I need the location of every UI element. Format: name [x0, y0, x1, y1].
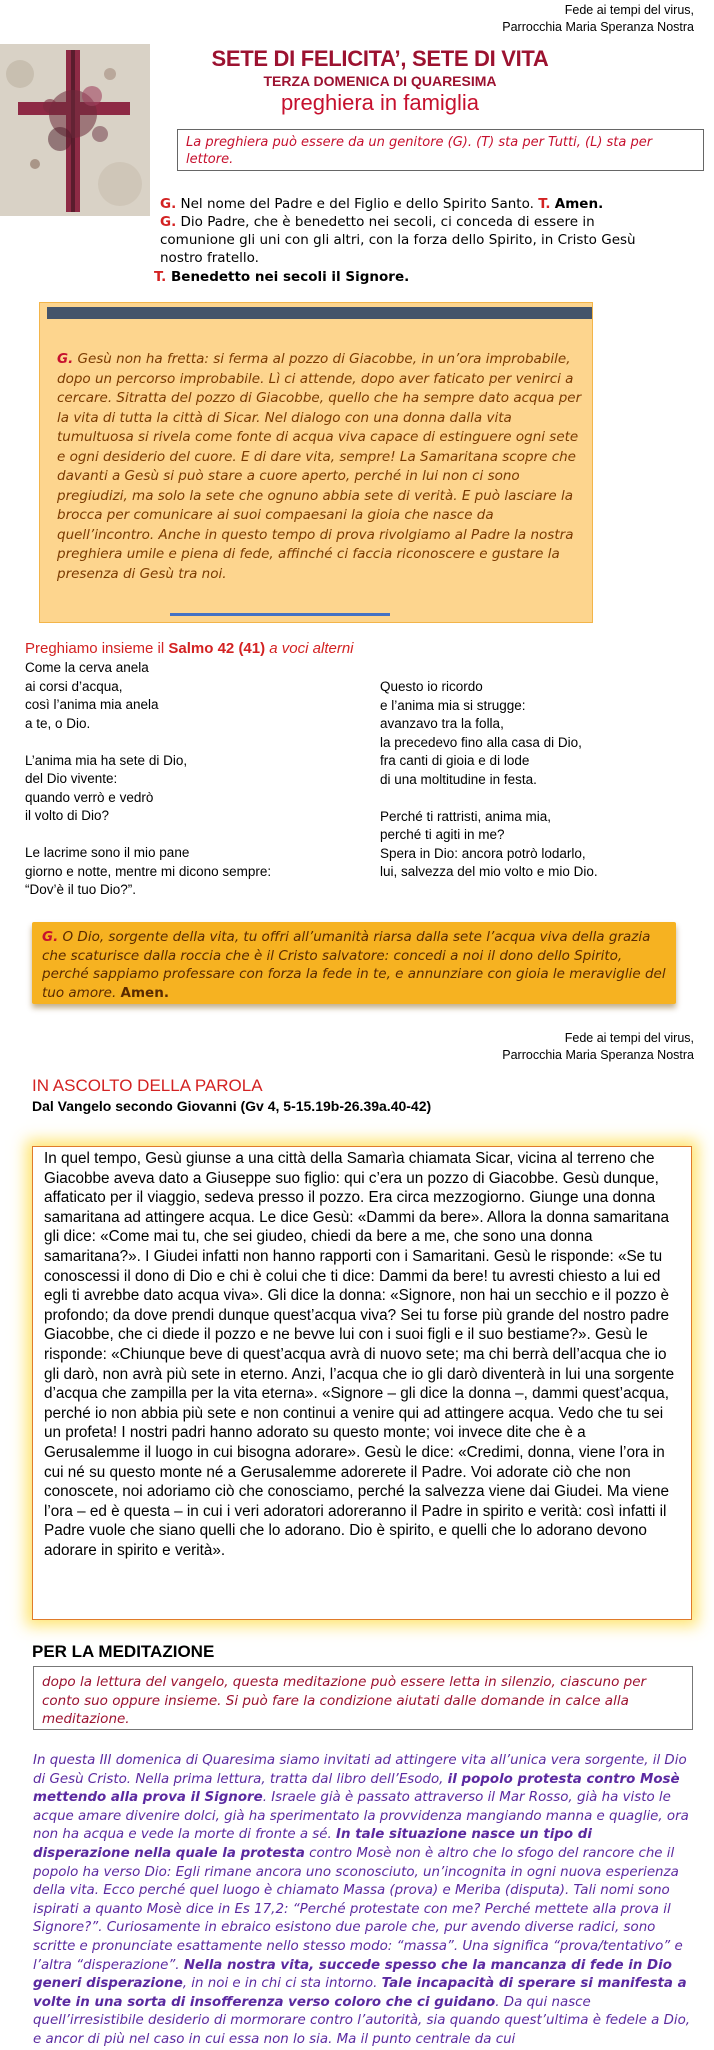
reflection-underline: [170, 613, 390, 616]
gospel-text: In quel tempo, Gesù giunse a una città della Samarìa chiamata Sicar, vicina al terreno che Giacobbe aveva dato a Giuseppe suo figlio: qui c’era un pozzo di Giacobbe. Gesù dunque, affaticato per il viaggio, sedeva presso il pozzo. Era circa mezzogiorno. Giunge una donna samaritana ad attingere acqua. Le dice Gesù: «Dammi da bere». Allora la donna samaritana gli dice: «Come mai tu, che sei giudeo, chiedi da bere a me, che sono una donna samaritana?». I Giudei infatti non hanno rapporti con i Samaritani. Gesù le risponde: «Se tu conoscessi il dono di Dio e chi è colui che ti dice: Dammi da bere! tu avresti chiesto a lui ed egli ti avrebbe dato acqua viva». Gli dice la donna: «Signore, non hai un secchio e il pozzo è profondo; da dove prendi dunque quest’acqua viva? Sei tu forse più grande del nostro padre Giacobbe, che ci diede il pozzo e ne bevve lui con i suoi figli e il suo bestiame?». Gesù le risponde: «Chiunque beve di quest’acqua avrà di nuovo sete; ma chi berrà dell’acqua che io gli darò, non avrà più sete in eterno. Anzi, l’acqua che io gli darò diventerà in lui una sorgente d’acqua che zampilla per la vita eterna». «Signore – gli dice la donna –, dammi quest’acqua, perché io non abbia più sete e non continui a venire qui ad attingere acqua. Vedo che tu sei un profeta! I nostri padri hanno adorato su questo monte; voi invece dite che è a Gerusalemme il luogo in cui bisogna adorare». Gesù le dice: «Credimi, donna, viene l’ora in cui né su questo monte né a Gerusalemme adorerete il Padre. Voi adorate ciò che non conoscete, noi adoriamo ciò che conosciamo, perché la salvezza viene dai Giudei. Ma viene l’ora – ed è questa – in cui i veri adoratori adoreranno il Padre in spirito e verità: così infatti il Padre vuole che siano quelli che lo adorano. Dio è spirito, e quelli che lo adorano devono adorare in spirito e verità».: [44, 1150, 675, 1559]
psalm-left-column: Come la cerva anela ai corsi d’acqua, così l’anima mia anela a te, o Dio. L’anima mia ha sete di Dio, del Dio vivente: quando verrò e vedrò il volto di Dio? Le lacrime sono il mio pane giorno e notte, mentre mi dicono sempre: “Dov’è il tuo Dio?”.: [25, 660, 272, 897]
opening-line-1: [160, 195, 670, 213]
meditation-p4: , in noi e in chi ci sta intorno.: [182, 1976, 382, 1992]
page-header-2: [502, 1030, 694, 1064]
speaker-tag: G.: [42, 929, 59, 945]
subtitle: TERZA DOMENICA DI QUARESIMA: [263, 73, 497, 89]
oration-body: O Dio, sorgente della vita, tu offri all’umanità riarsa dalla sete l’acqua viva della grazia che scaturisce dalla roccia che è il Cristo salvatore: concedi a noi il dono dello Spirito, perché sappiamo professare con forza la fede in te, e annunziare con gioia le meraviglie del tuo amore.: [42, 929, 666, 1001]
opening-line-2: [160, 213, 670, 267]
meditation-b1: il popolo protesta contro Mosè mettendo alla prova il Signore: [33, 1771, 680, 1806]
meditation-p1: In questa III domenica di Quaresima siamo invitati ad attingere vita all’unica vera sorgente, il Dio di Gesù Cristo. Nella prima lettura, tratta dal libro dell’Esodo,: [33, 1753, 687, 1787]
header-line-1: Fede ai tempi del virus,: [564, 3, 694, 17]
speaker-tag: G.: [160, 214, 177, 230]
header-line-2: Parrocchia Maria Speranza Nostra: [502, 20, 694, 34]
psalm-heading-a: Preghiamo insieme il: [25, 640, 169, 657]
amen-text: Amen.: [554, 196, 604, 212]
meditation-heading: PER LA MEDITAZIONE: [32, 1642, 215, 1661]
meditation-p3: contro Mosè non è altro che lo sfogo del rancore che il popolo ha verso Dio: Egli rimane ancora uno sconosciuto, un’incognita in ogni nuova esperienza della vita. Ecco perché quel luogo è chiamato Massa (prova) e Meriba (disputa). Tali nomi sono ispirati a quanto Mosè dice in Es 17,2: “Perché protestate con me? Perché mettete alla prova il Signore?”. Curiosamente in ebraico esistono due parole che, pur avendo diverse radici, sono scritte e pronunciate esattamente nello stesso modo: “massa”. Una significa “prova/tentativo” e l’altra “disperazione”.: [33, 1845, 683, 1973]
meditation-b2: In tale situazione nasce un tipo di disperazione nella quale la protesta: [33, 1827, 592, 1861]
reflection-header-bar: [47, 307, 592, 319]
amen-text: Amen.: [120, 984, 169, 1001]
opening-text: Nel nome del Padre e del Figlio e dello Spirito Santo.: [176, 196, 539, 212]
meditation-b4: Tale incapacità di sperare si manifesta a volte in una sorta di insofferenza verso coloro che ci guidano: [33, 1976, 687, 2010]
psalm-right-column: Questo io ricordo e l’anima mia si strugge: avanzavo tra la folla, la precedevo fino alla casa di Dio, fra canti di gioia e di lode di una moltitudine in festa. Perché ti rattristi, anima mia, perché ti agiti in me? Spera in Dio: ancora potrò lodarlo, lui, salvezza del mio volto e mio Dio.: [380, 679, 598, 879]
intro-note-box: La preghiera può essere da un genitore (G). (T) sta per Tutti, (L) sta per lettore.: [177, 129, 704, 171]
header-line-2: Parrocchia Maria Speranza Nostra: [502, 1048, 694, 1062]
cross-painting-image: [0, 44, 150, 216]
word-heading: IN ASCOLTO DELLA PAROLA: [32, 1076, 263, 1095]
reflection-body: Gesù non ha fretta: si ferma al pozzo di Giacobbe, in un’ora improbabile, dopo un percorso improbabile. Lì ci attende, dopo aver faticato per venirci a cercare. Sitratta del pozzo di Giacobbe, quello che ha sempre dato acqua per la vita di tutta la città di Sicar. Nel dialogo con una donna dalla vita tumultuosa si rivela come fonte di acqua viva capace di estinguere ogni sete e ogni desiderio del cuore. E di dare vita, sempre! La Samaritana scopre che davanti a Gesù si può stare a cuore aperto, perché in lui non ci sono pregiudizi, ma solo la sete che ognuno abbia sete di verità. E può lasciare la brocca per comunicare ai suoi compaesani la gioia che nasce da quell’incontro. Anche in questo tempo di prova rivolgiamo al Padre la nostra preghiera umile e piena di fede, affinché ci faccia riconoscere e gustare la presenza di Gesù tra noi.: [57, 351, 582, 582]
page-header: [502, 2, 694, 36]
meditation-p5: . Da qui nasce quell’irresistibile desiderio di mormorare contro l’autorità, sia quando quest’ultima è fedele a Dio, e ancor di più nel caso in cui essa non lo sia. Ma il punto centrale da cui: [33, 1994, 691, 2047]
opening-text: Dio Padre, che è benedetto nei secoli, ci conceda di essere in comunione gli uni con gli altri, con la forza dello Spirito, in Cristo Gesù nostro fratello.: [160, 214, 636, 266]
psalm-heading: [25, 640, 354, 657]
opening-text: Benedetto nei secoli il Signore.: [166, 269, 410, 285]
meditation-note-box: dopo la lettura del vangelo, questa meditazione può essere letta in silenzio, ciascuno per conto suo oppure insieme. Si può fare la condizione aiutati dalle domande in calce alla meditazione.: [33, 1666, 693, 1730]
opening-line-3: [154, 268, 664, 286]
psalm-heading-c: a voci alterni: [265, 640, 354, 657]
header-line-1: Fede ai tempi del virus,: [564, 1031, 694, 1045]
speaker-tag: T.: [538, 196, 551, 212]
reflection-text: [57, 350, 583, 584]
meditation-text: [33, 1752, 693, 2050]
oration-text: [42, 928, 670, 1002]
speaker-tag: G.: [160, 196, 177, 212]
meditation-b3: Nella nostra vita, succede spesso che la mancanza di fede in Dio generi disperazione: [33, 1957, 672, 1992]
speaker-tag: T.: [154, 269, 167, 285]
meditation-p2: . Israele già è passato attraverso il Mar Rosso, già ha visto le acque amare divenire dolci, già ha sperimentato la provvidenza mangiando manna e quaglie, ora non ha acqua e vede la morte di fronte a sé.: [33, 1790, 689, 1843]
prayer-title: preghiera in famiglia: [280, 90, 480, 115]
psalm-heading-b: Salmo 42 (41): [168, 640, 266, 657]
gospel-reference: Dal Vangelo secondo Giovanni (Gv 4, 5-15.19b-26.39a.40-42): [32, 1098, 432, 1114]
main-title: SETE DI FELICITA’, SETE DI VITA: [211, 46, 549, 71]
speaker-tag: G.: [57, 351, 74, 367]
